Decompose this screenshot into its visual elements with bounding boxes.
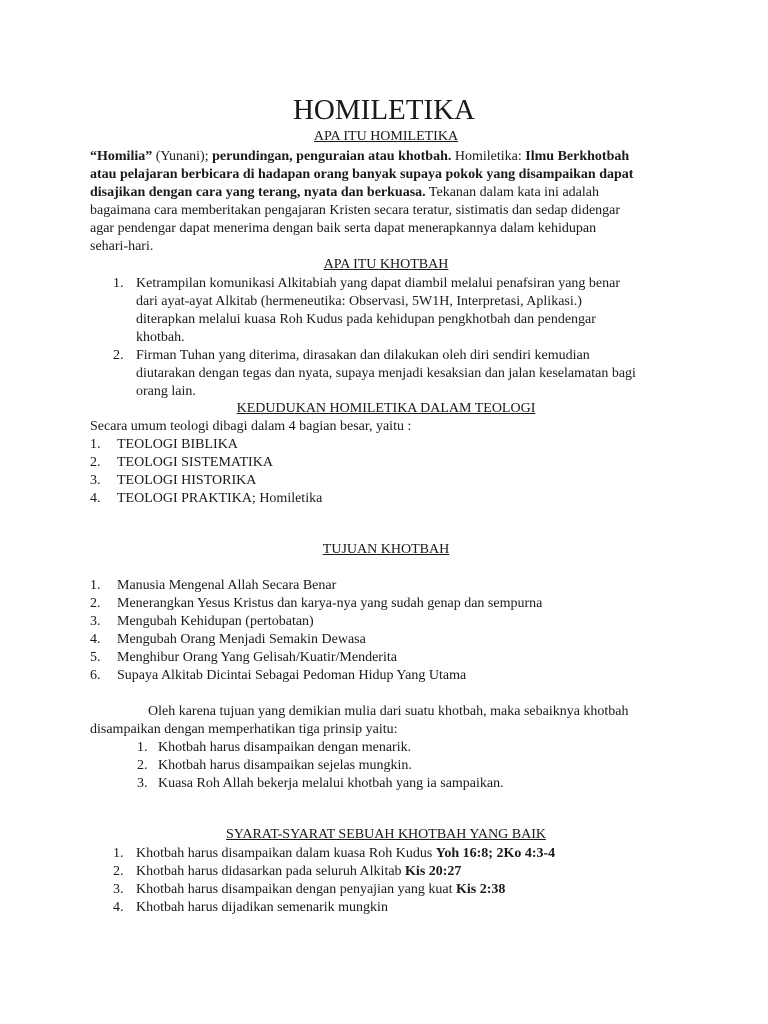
list-item-line: khotbah. bbox=[136, 330, 185, 345]
section-heading-apa-itu-khotbah: APA ITU KHOTBAH bbox=[323, 257, 449, 272]
section-heading-kedudukan: KEDUDUKAN HOMILETIKA DALAM TEOLOGI bbox=[236, 401, 536, 416]
paragraph-line: bagaimana cara memberitakan pengajaran Kristen secara teratur, sistimatis dan sedap didengar bbox=[90, 203, 621, 218]
list-item-line: Firman Tuhan yang diterima, dirasakan dan dilakukan oleh diri sendiri kemudian bbox=[136, 348, 590, 363]
list-item: TEOLOGI BIBLIKA bbox=[117, 437, 238, 452]
list-number: 1. bbox=[113, 276, 124, 291]
list-number: 4. bbox=[90, 491, 101, 506]
list-number: 6. bbox=[90, 668, 101, 683]
list-item: Khotbah harus disampaikan dalam kuasa Roh Kudus Yoh 16:8; 2Ko 4:3-4 bbox=[136, 846, 556, 861]
list-item-line: diterapkan melalui kuasa Roh Kudus pada kehidupan pengkhotbah dan pendengar bbox=[136, 312, 596, 327]
list-item: Menghibur Orang Yang Gelisah/Kuatir/Menderita bbox=[117, 650, 397, 665]
list-number: 2. bbox=[113, 864, 124, 879]
list-item: TEOLOGI HISTORIKA bbox=[117, 473, 257, 488]
list-item: Khotbah harus disampaikan dengan penyajian yang kuat Kis 2:38 bbox=[136, 882, 506, 897]
section-heading-tujuan-khotbah: TUJUAN KHOTBAH bbox=[322, 542, 450, 557]
list-number: 4. bbox=[90, 632, 101, 647]
list-item: Mengubah Orang Menjadi Semakin Dewasa bbox=[117, 632, 366, 647]
list-item: TEOLOGI PRAKTIKA; Homiletika bbox=[117, 491, 323, 506]
paragraph-line: disajikan dengan cara yang terang, nyata dan berkuasa. Tekanan dalam kata ini adalah bbox=[90, 185, 599, 200]
list-number: 1. bbox=[90, 437, 101, 452]
section-heading-syarat: SYARAT-SYARAT SEBUAH KHOTBAH YANG BAIK bbox=[226, 827, 546, 842]
list-item: TEOLOGI SISTEMATIKA bbox=[117, 455, 273, 470]
paragraph-line: atau pelajaran berbicara di hadapan orang banyak supaya pokok yang disampaikan dapat bbox=[90, 167, 634, 182]
list-number: 3. bbox=[90, 473, 101, 488]
paragraph-line: “Homilia” (Yunani); perundingan, penguraian atau khotbah. Homiletika: Ilmu Berkhotbah bbox=[90, 149, 630, 164]
paragraph-line: Oleh karena tujuan yang demikian mulia dari suatu khotbah, maka sebaiknya khotbah bbox=[148, 704, 629, 719]
list-item: Khotbah harus dijadikan semenarik mungkin bbox=[136, 900, 388, 915]
list-item: Menerangkan Yesus Kristus dan karya-nya yang sudah genap dan sempurna bbox=[117, 596, 543, 611]
list-item: Mengubah Kehidupan (pertobatan) bbox=[117, 614, 314, 629]
list-item-line: Ketrampilan komunikasi Alkitabiah yang dapat diambil melalui penafsiran yang benar bbox=[136, 276, 621, 291]
list-number: 1. bbox=[90, 578, 101, 593]
list-number: 5. bbox=[90, 650, 101, 665]
paragraph-line: agar pendengar dapat menerima dengan baik serta dapat menerapkannya dalam kehidupan bbox=[90, 221, 597, 236]
list-item: Khotbah harus disampaikan dengan menarik. bbox=[158, 740, 412, 755]
list-item-line: orang lain. bbox=[136, 384, 196, 399]
list-item: Kuasa Roh Allah bekerja melalui khotbah yang ia sampaikan. bbox=[158, 776, 504, 791]
list-number: 1. bbox=[137, 740, 148, 755]
list-item-line: dari ayat-ayat Alkitab (hermeneutika: Observasi, 5W1H, Interpretasi, Aplikasi.) bbox=[136, 294, 582, 309]
list-item: Khotbah harus disampaikan sejelas mungkin. bbox=[158, 758, 412, 773]
list-number: 2. bbox=[90, 455, 101, 470]
paragraph-line: sehari-hari. bbox=[90, 239, 154, 254]
list-item-line: diutarakan dengan tegas dan nyata, supaya menjadi kesaksian dan jalan keselamatan bagi bbox=[136, 366, 636, 381]
paragraph-line: disampaikan dengan memperhatikan tiga prinsip yaitu: bbox=[90, 722, 398, 737]
page-title: HOMILETIKA bbox=[292, 94, 475, 126]
list-number: 4. bbox=[113, 900, 124, 915]
list-number: 2. bbox=[137, 758, 148, 773]
list-number: 3. bbox=[90, 614, 101, 629]
list-item: Manusia Mengenal Allah Secara Benar bbox=[117, 578, 337, 593]
list-number: 2. bbox=[113, 348, 124, 363]
list-item: Khotbah harus didasarkan pada seluruh Alkitab Kis 20:27 bbox=[136, 864, 462, 879]
paragraph-line: Secara umum teologi dibagi dalam 4 bagian besar, yaitu : bbox=[90, 419, 412, 434]
section-heading-apa-itu-homiletika: APA ITU HOMILETIKA bbox=[313, 129, 459, 144]
list-item: Supaya Alkitab Dicintai Sebagai Pedoman Hidup Yang Utama bbox=[117, 668, 467, 683]
list-number: 3. bbox=[137, 776, 148, 791]
list-number: 3. bbox=[113, 882, 124, 897]
list-number: 2. bbox=[90, 596, 101, 611]
list-number: 1. bbox=[113, 846, 124, 861]
